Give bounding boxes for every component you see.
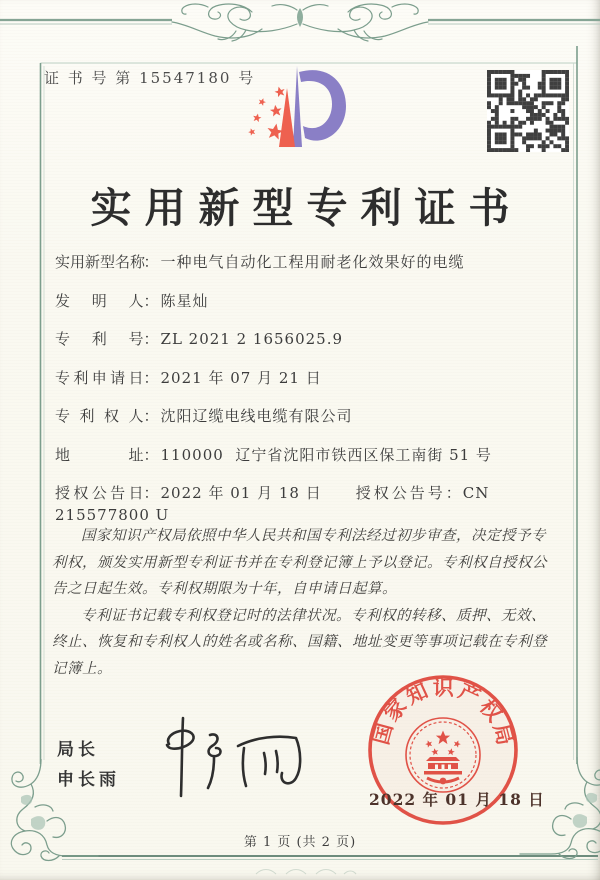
legal-body-text [52, 523, 560, 682]
grant-number-label: 授权公告号 [355, 484, 446, 502]
cnipa-logo [225, 56, 375, 168]
grant-number-value: CN 215577800 U [55, 484, 496, 524]
field-row-patentee [55, 405, 562, 427]
field-colon: ： [143, 445, 159, 464]
legal-paragraph-1: 国家知识产权局依照中华人民共和国专利法经过初步审查，决定授予专利权，颁发实用新型专利证书并在专利登记簿上予以登记。专利权自授权公告之日起生效。专利权期限为十年，自申请日起算。 [52, 528, 547, 597]
qr-code [487, 70, 569, 152]
bottom-edge-ornament-hint [250, 864, 360, 880]
field-value-patentee: 沈阳辽缆电线电缆有限公司 [160, 407, 353, 425]
field-label: 专利号 [55, 330, 144, 348]
field-value-patent-name: 一种电气自动化工程用耐老化效果好的电缆 [160, 253, 465, 271]
field-value-address: 110000 辽宁省沈阳市铁西区保工南街 51 号 [160, 445, 492, 464]
field-value-grant-date: 2022 年 01 月 18 日 [160, 484, 322, 502]
field-colon: ： [143, 253, 159, 271]
logo-p-bowl [299, 70, 346, 141]
field-row-patent-number [55, 328, 562, 350]
officer-printed-name: 申长雨 [57, 770, 120, 790]
field-colon: ： [143, 368, 159, 387]
field-row-filing-date [55, 367, 562, 389]
field-row-address [55, 444, 562, 466]
director-signature [148, 710, 333, 805]
field-colon: ： [143, 291, 159, 310]
field-colon: ： [143, 330, 159, 348]
page-number: 第 1 页 (共 2 页) [243, 835, 357, 850]
seal-agency-text: 国家知识产权局 [367, 674, 519, 748]
field-list [55, 251, 562, 526]
field-colon: ： [143, 484, 159, 502]
field-colon: ： [143, 407, 159, 425]
officer-title: 局长 [57, 740, 99, 760]
certificate-number: 证 书 号 第 15547180 号 [44, 69, 256, 87]
field-label: 实用新型名称 [55, 253, 146, 271]
field-value-patent-number: ZL 2021 2 1656025.9 [160, 330, 344, 348]
seal-date: 2022 年 01 月 18 日 [369, 790, 545, 809]
field-value-filing-date: 2021 年 07 月 21 日 [160, 368, 322, 387]
logo-stars [247, 85, 286, 140]
field-colon: ： [445, 484, 461, 502]
field-value-inventor: 陈星灿 [160, 291, 209, 310]
field-row-grant-date [55, 482, 562, 526]
field-label: 专利申请日 [55, 368, 144, 387]
field-label: 专利权人 [55, 407, 144, 425]
field-label: 授权公告日 [55, 484, 144, 502]
logo-red-blade [279, 88, 295, 147]
legal-paragraph-2: 专利证书记载专利权登记时的法律状况。专利权的转移、质押、无效、终止、恢复和专利权人的姓名或名称、国籍、地址变更等事项记载在专利登记簿上。 [52, 607, 547, 677]
field-row-inventor [55, 290, 562, 312]
field-label: 地址 [55, 445, 144, 464]
field-label: 发明人 [55, 291, 144, 310]
field-row-patent-name [55, 251, 562, 273]
certificate-title: 实用新型专利证书 [90, 184, 523, 232]
